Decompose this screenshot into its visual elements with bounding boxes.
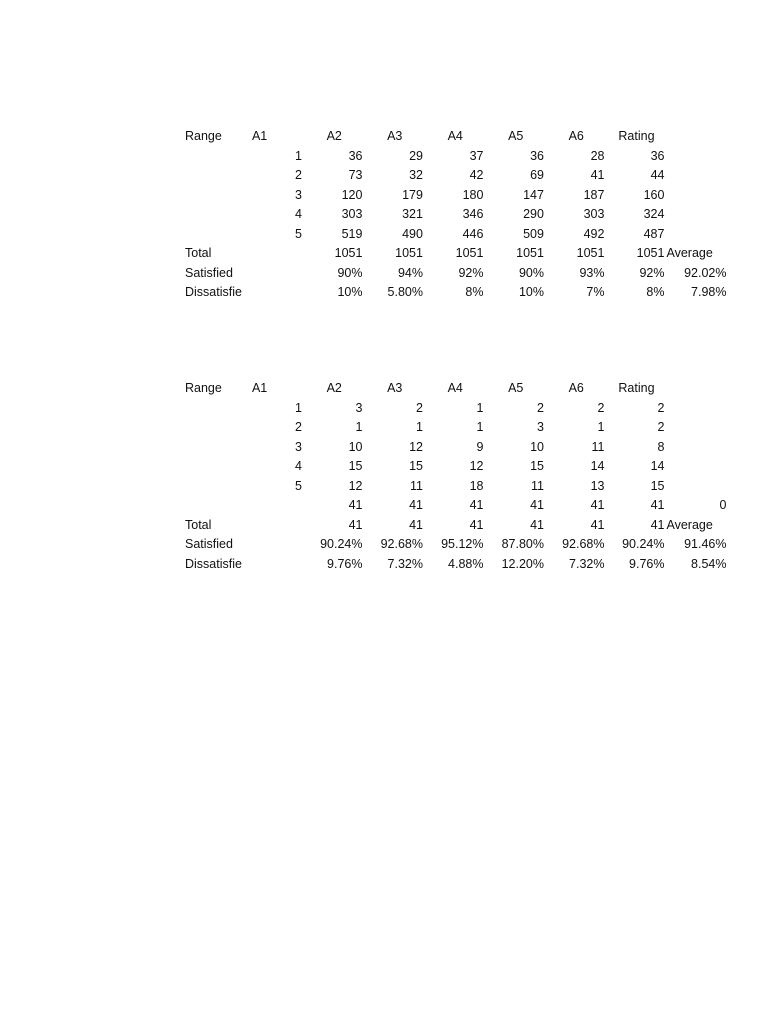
sum-cell: 41 <box>469 498 484 512</box>
dissatisfied-cell: 10% <box>518 285 544 299</box>
value-cell: 179 <box>402 187 423 202</box>
header-a6: A6 <box>568 381 584 395</box>
row-label <box>183 477 244 497</box>
header-rating: Rating <box>618 381 655 395</box>
header-a3: A3 <box>387 381 403 395</box>
value-cell: 1 <box>476 400 484 415</box>
value-cell: 12 <box>409 439 423 454</box>
table-row <box>183 438 666 458</box>
dissatisfied-cell: 8% <box>465 285 484 299</box>
average-label: Average <box>666 246 713 260</box>
value-cell: 180 <box>462 187 484 202</box>
header-row <box>183 127 666 147</box>
dissatisfied-cell <box>606 283 727 303</box>
value-cell: 2 <box>537 400 544 415</box>
satisfied-row <box>183 535 666 555</box>
row-label <box>183 186 244 206</box>
value-cell: 120 <box>341 187 363 202</box>
range-cell: 2 <box>295 168 302 182</box>
value-cell: 290 <box>523 207 544 221</box>
value-cell: 10 <box>530 439 544 454</box>
row-label <box>183 166 244 186</box>
value-cell: 14 <box>590 459 605 473</box>
value-cell: 1 <box>476 420 484 434</box>
range-cell: 3 <box>295 439 302 454</box>
total-cell: 41 <box>348 517 363 532</box>
table-row <box>183 457 666 477</box>
range-cell: 4 <box>295 459 302 473</box>
range-cell: 4 <box>295 207 302 221</box>
value-cell: 187 <box>583 187 605 202</box>
row-label <box>183 496 244 516</box>
satisfied-cell: 92.68% <box>380 537 423 551</box>
value-cell: 11 <box>409 478 423 493</box>
sum-cell <box>244 496 304 516</box>
ratings-table-2 <box>183 379 727 574</box>
satisfied-cell <box>606 264 727 284</box>
dissatisfied-cell: 7.32% <box>387 556 423 571</box>
value-cell: 28 <box>590 148 605 163</box>
value-cell: 303 <box>583 207 605 221</box>
total-cell: 1051 <box>455 246 484 260</box>
row-label <box>183 457 244 477</box>
header-a2: A2 <box>326 381 342 395</box>
satisfied-cell <box>606 535 727 555</box>
range-cell: 5 <box>295 226 302 241</box>
satisfied-cell <box>244 535 304 555</box>
header-a2: A2 <box>326 129 342 143</box>
value-cell: 487 <box>643 226 665 241</box>
value-cell: 32 <box>409 168 423 182</box>
range-cell: 2 <box>295 420 302 434</box>
dissatisfied-cell: 10% <box>337 285 363 299</box>
total-rating: 1051 <box>636 246 665 260</box>
value-cell: 8 <box>657 439 665 454</box>
value-cell: 490 <box>402 226 423 241</box>
dissatisfied-rating: 8% <box>646 285 665 299</box>
header-a1: A1 <box>251 129 268 143</box>
sum-cell: 41 <box>530 498 544 512</box>
value-cell: 1 <box>355 420 363 434</box>
total-cell: 1051 <box>395 246 423 260</box>
value-cell: 18 <box>469 478 484 493</box>
total-cell: 1051 <box>576 246 605 260</box>
total-row <box>183 516 666 536</box>
total-cell <box>244 244 304 264</box>
satisfied-cell: 90% <box>337 265 363 280</box>
value-cell: 324 <box>643 207 665 221</box>
dissatisfied-cell: 4.88% <box>448 556 484 571</box>
table-row <box>183 205 666 225</box>
dissatisfied-average: 8.54% <box>691 556 727 571</box>
table-row <box>183 477 666 497</box>
value-cell: 44 <box>650 168 665 182</box>
value-cell: 29 <box>409 148 423 163</box>
satisfied-label: Satisfied <box>185 265 233 280</box>
value-cell: 10 <box>348 439 363 454</box>
dissatisfied-row <box>183 555 666 575</box>
total-cell: 1051 <box>334 246 363 260</box>
table-row <box>183 166 666 186</box>
sum-cell: 41 <box>590 498 605 512</box>
dissatisfied-average: 7.98% <box>691 285 727 299</box>
dissatisfied-cell: 5.80% <box>387 285 423 299</box>
total-cell: 41 <box>469 517 484 532</box>
table-row <box>183 399 666 419</box>
value-cell: 160 <box>643 187 665 202</box>
value-cell: 492 <box>583 226 605 241</box>
value-cell: 41 <box>590 168 605 182</box>
range-cell: 3 <box>295 187 302 202</box>
dissatisfied-cell: 12.20% <box>501 556 544 571</box>
satisfied-rating: 90.24% <box>622 537 665 551</box>
row-label <box>183 147 244 167</box>
satisfied-cell: 90.24% <box>320 537 363 551</box>
row-label <box>183 205 244 225</box>
value-cell: 321 <box>402 207 423 221</box>
satisfied-cell: 94% <box>397 265 423 280</box>
satisfied-average: 91.46% <box>684 537 727 551</box>
value-cell: 15 <box>348 459 363 473</box>
value-cell: 11 <box>591 439 605 454</box>
dissatisfied-cell: 7% <box>586 285 605 299</box>
value-cell: 509 <box>523 226 544 241</box>
table-row <box>183 225 666 245</box>
total-cell: 1051 <box>516 246 544 260</box>
satisfied-cell <box>244 264 304 284</box>
value-cell: 15 <box>650 478 665 493</box>
range-cell: 1 <box>295 400 302 415</box>
header-a1: A1 <box>251 381 268 395</box>
satisfied-cell: 92.68% <box>562 537 605 551</box>
value-cell: 37 <box>469 148 484 163</box>
header-range: Range <box>185 381 222 395</box>
dissatisfied-cell <box>606 555 727 575</box>
sum-cell: 41 <box>348 498 363 512</box>
header-row <box>183 379 666 399</box>
value-cell: 13 <box>590 478 605 493</box>
header-a5: A5 <box>508 129 524 143</box>
total-rating: 41 <box>650 517 665 532</box>
total-cell: 41 <box>590 517 605 532</box>
value-cell: 36 <box>650 148 665 163</box>
header-a6: A6 <box>568 129 584 143</box>
value-cell: 2 <box>416 400 423 415</box>
value-cell: 2 <box>597 400 605 415</box>
sum-row <box>183 496 666 516</box>
header-a4: A4 <box>447 129 463 143</box>
dissatisfied-rating: 9.76% <box>629 556 665 571</box>
dissatisfied-label: Dissatisfie <box>185 285 242 299</box>
value-cell: 12 <box>348 478 363 493</box>
row-label <box>183 225 244 245</box>
satisfied-average: 92.02% <box>684 265 727 280</box>
dissatisfied-label: Dissatisfie <box>185 556 242 571</box>
sum-rating: 41 <box>650 498 665 512</box>
value-cell: 15 <box>530 459 544 473</box>
value-cell: 15 <box>409 459 423 473</box>
satisfied-label: Satisfied <box>185 537 233 551</box>
sum-cell: 41 <box>409 498 423 512</box>
sum-cell <box>606 496 727 516</box>
row-label <box>183 399 244 419</box>
total-label: Total <box>185 246 212 260</box>
satisfied-cell: 95.12% <box>441 537 484 551</box>
header-a5: A5 <box>508 381 524 395</box>
value-cell: 12 <box>469 459 484 473</box>
value-cell: 2 <box>657 420 665 434</box>
satisfied-cell: 87.80% <box>501 537 544 551</box>
header-range: Range <box>185 129 222 143</box>
satisfied-rating: 92% <box>639 265 665 280</box>
value-cell: 303 <box>341 207 363 221</box>
row-label <box>183 418 244 438</box>
table-row <box>183 418 666 438</box>
total-row <box>183 244 666 264</box>
header-a4: A4 <box>447 381 463 395</box>
row-label <box>183 438 244 458</box>
dissatisfied-cell: 7.32% <box>569 556 605 571</box>
value-cell: 14 <box>650 459 665 473</box>
dissatisfied-row <box>183 283 666 303</box>
table-row <box>183 147 666 167</box>
value-cell: 519 <box>341 226 363 241</box>
value-cell: 73 <box>348 168 363 182</box>
table-row <box>183 186 666 206</box>
total-cell <box>244 516 304 536</box>
ratings-table-1 <box>183 127 727 303</box>
satisfied-cell: 90% <box>518 265 544 280</box>
value-cell: 446 <box>462 226 484 241</box>
satisfied-row <box>183 264 666 284</box>
header-rating: Rating <box>618 129 655 143</box>
dissatisfied-cell: 9.76% <box>327 556 363 571</box>
range-cell: 5 <box>295 478 302 493</box>
value-cell: 9 <box>476 439 484 454</box>
satisfied-cell: 93% <box>579 265 605 280</box>
total-cell: 41 <box>530 517 544 532</box>
value-cell: 1 <box>597 420 605 434</box>
satisfied-cell: 92% <box>458 265 484 280</box>
total-label: Total <box>185 517 212 532</box>
value-cell: 69 <box>530 168 544 182</box>
value-cell: 42 <box>469 168 484 182</box>
total-cell <box>606 516 713 536</box>
sum-extra: 0 <box>719 498 727 512</box>
value-cell: 1 <box>416 420 423 434</box>
value-cell: 3 <box>355 400 363 415</box>
value-cell: 36 <box>530 148 544 163</box>
range-cell: 1 <box>295 148 302 163</box>
value-cell: 2 <box>657 400 665 415</box>
value-cell: 346 <box>462 207 484 221</box>
dissatisfied-cell <box>244 283 304 303</box>
dissatisfied-cell <box>244 555 304 575</box>
value-cell: 36 <box>348 148 363 163</box>
total-cell <box>606 244 713 264</box>
value-cell: 11 <box>530 478 544 493</box>
value-cell: 147 <box>523 187 544 202</box>
header-a3: A3 <box>387 129 403 143</box>
average-label: Average <box>666 517 713 532</box>
total-cell: 41 <box>409 517 423 532</box>
value-cell: 3 <box>537 420 544 434</box>
